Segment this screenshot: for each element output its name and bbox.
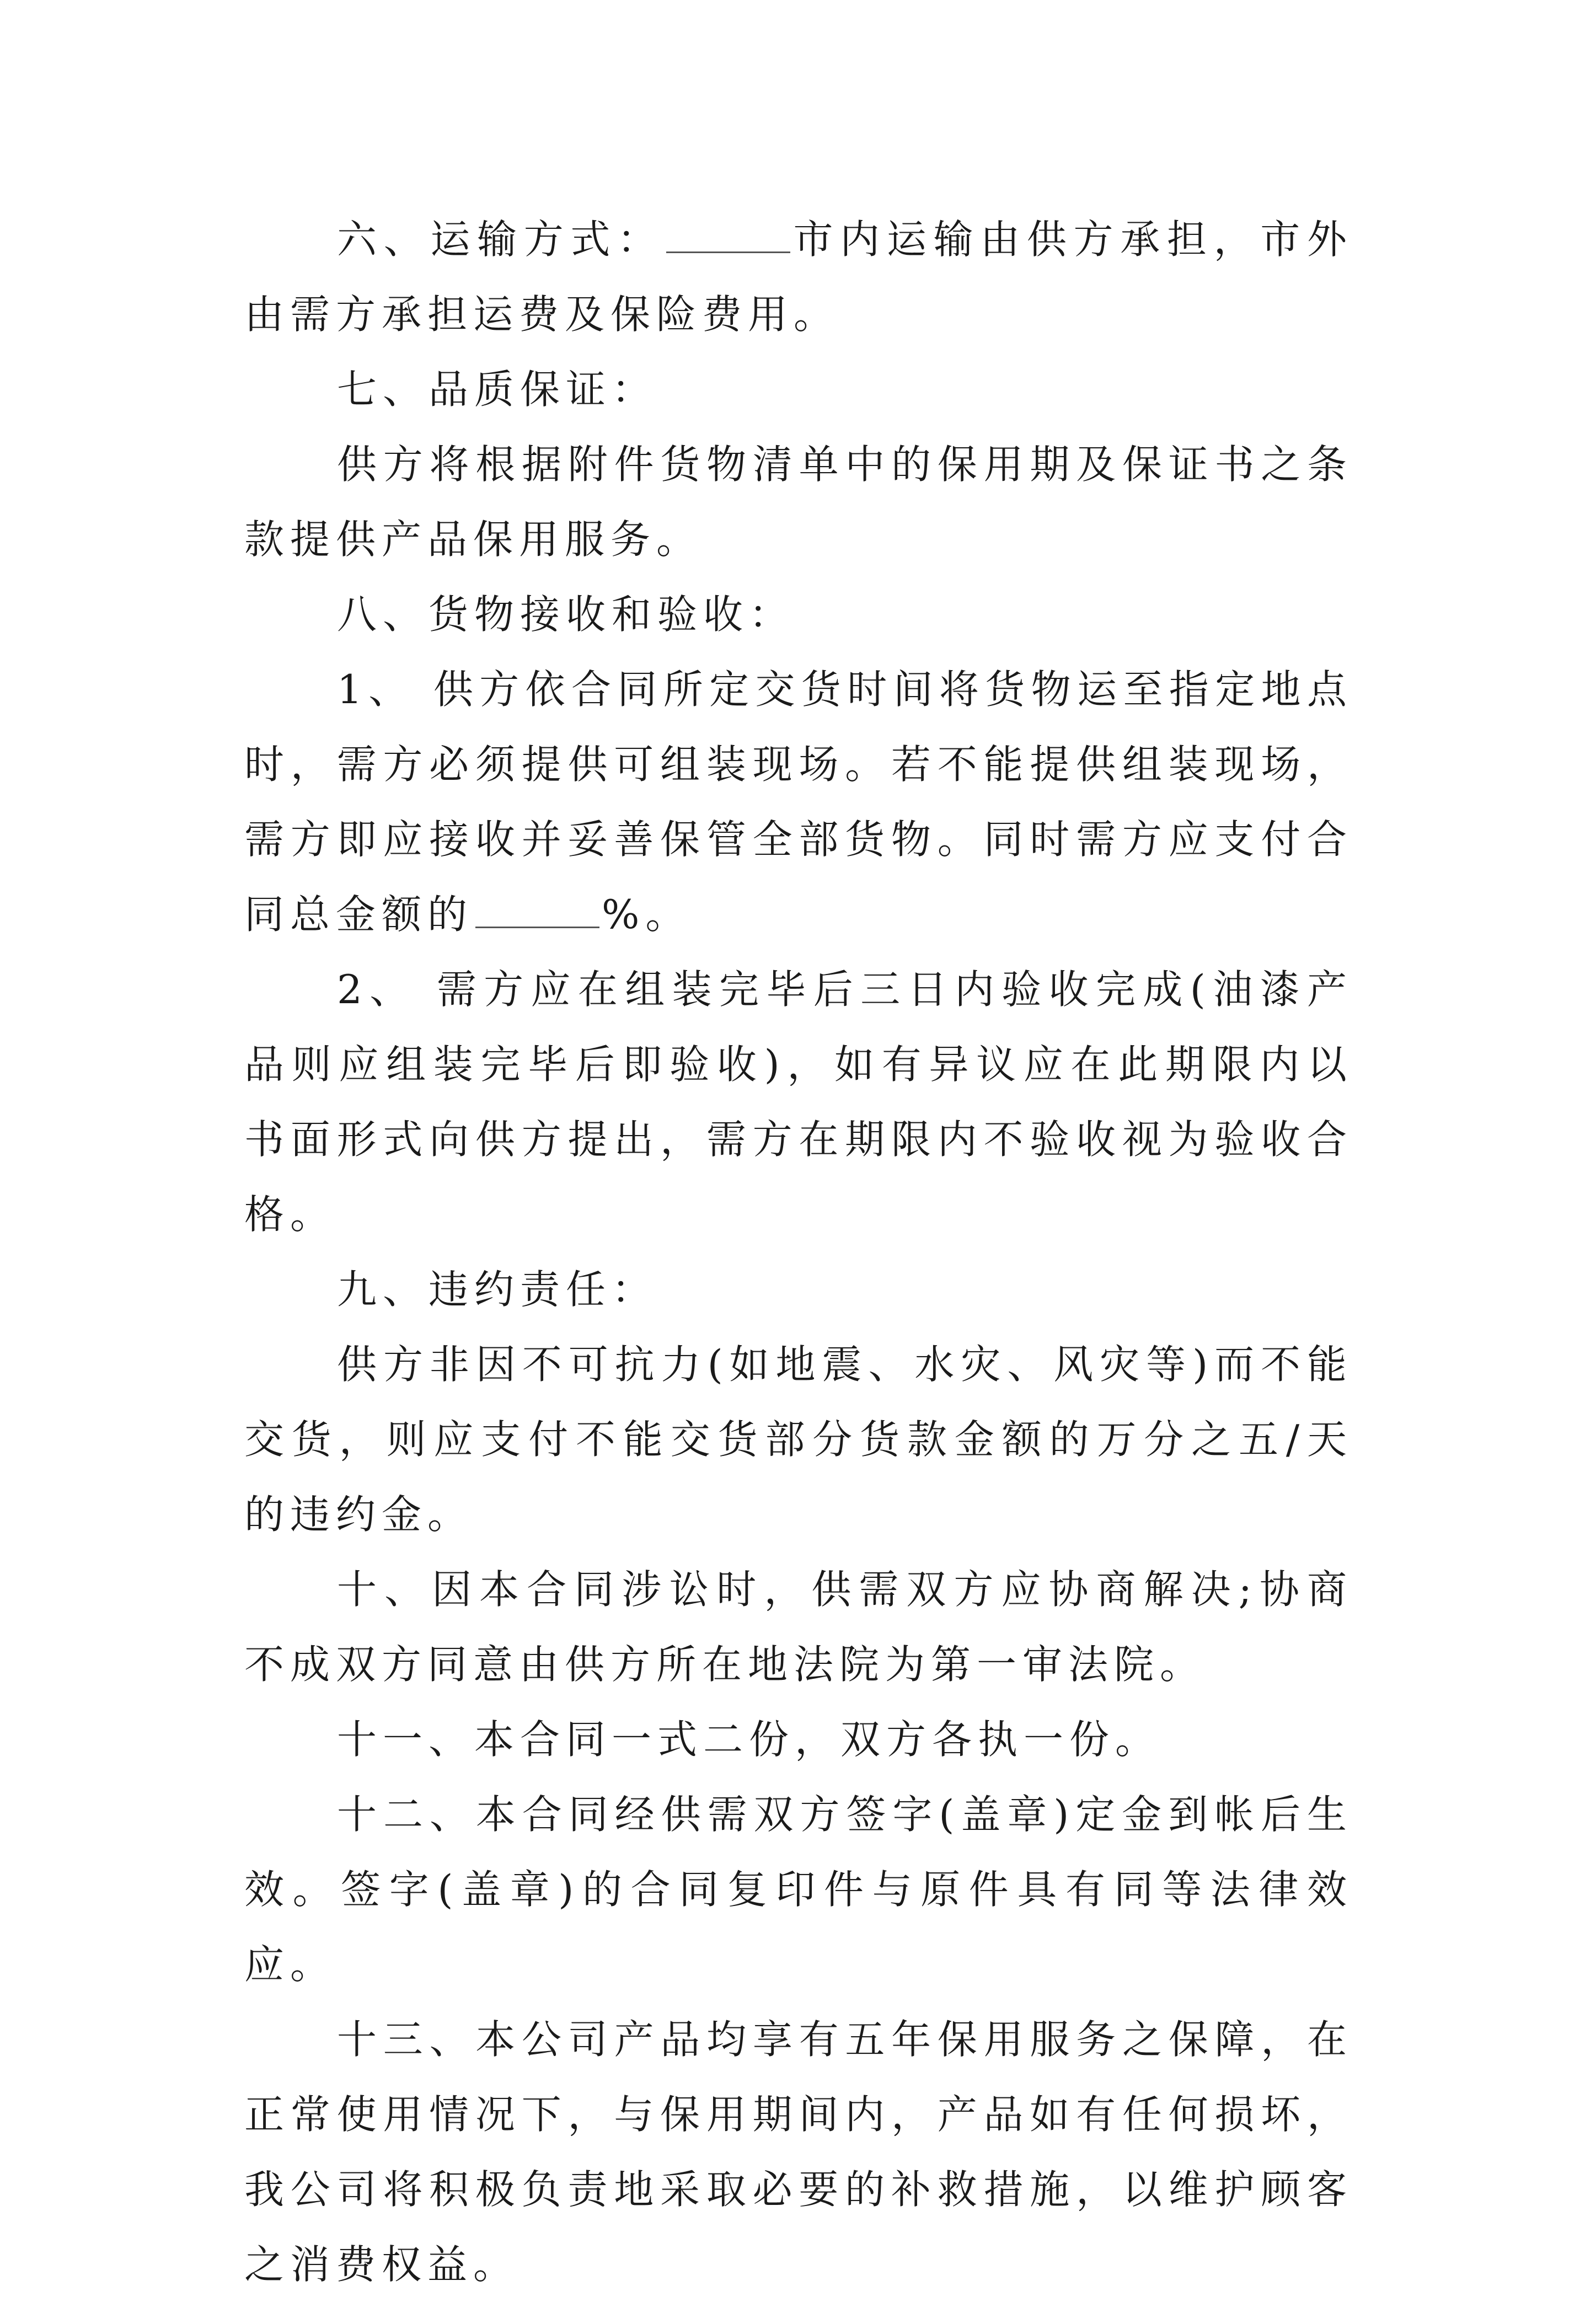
percentage-blank-field xyxy=(475,893,599,928)
clause-9-body: 供方非因不可抗力(如地震、水灾、风灾等)而不能交货，则应支付不能交货部分货款金额的万分之五/天的违约金。 xyxy=(244,1341,1353,1538)
clause-7-heading: 七、品质保证： xyxy=(337,366,658,413)
clause-10: 十、因本合同涉讼时，供需双方应协商解决;协商不成双方同意由供方所在地法院为第一审法院。 xyxy=(244,1566,1353,1688)
contract-body xyxy=(244,202,1353,2302)
clause-6-lead: 六、运输方式： xyxy=(337,216,664,263)
clause-7-body: 供方将根据附件货物清单中的保用期及保证书之条款提供产品保用服务。 xyxy=(244,441,1353,563)
clause-6-rest: 市内运输由供方承担，市外由需方承担运费及保险费用。 xyxy=(244,216,1353,338)
transport-blank-field xyxy=(666,218,790,253)
clause-9-heading: 九、违约责任： xyxy=(337,1266,658,1313)
clause-8-item-1-rest: %。 xyxy=(602,891,692,938)
clause-13: 十三、本公司产品均享有五年保用服务之保障，在正常使用情况下，与保用期间内，产品如有任何损坏，我公司将积极负责地采取必要的补救措施，以维护顾客之消费权益。 xyxy=(244,2016,1353,2288)
clause-12: 十二、本合同经供需双方签字(盖章)定金到帐后生效。签字(盖章)的合同复印件与原件具有同等法律效应。 xyxy=(244,1791,1353,1988)
clause-8-item-1-lead: 1、 供方依合同所定交货时间将货物运至指定地点时，需方必须提供可组装现场。若不能提供组装现场，需方即应接收并妥善保管全部货物。同时需方应支付合同总金额的 xyxy=(244,666,1353,938)
clause-8-item-2: 2、 需方应在组装完毕后三日内验收完成(油漆产品则应组装完毕后即验收)，如有异议应在此期限内以书面形式向供方提出，需方在期限内不验收视为验收合格。 xyxy=(244,966,1353,1238)
clause-8-heading: 八、货物接收和验收： xyxy=(337,591,795,638)
clause-11: 十一、本合同一式二份，双方各执一份。 xyxy=(337,1716,1161,1763)
clause-6-transport xyxy=(244,202,1353,352)
clause-8-item-1 xyxy=(244,652,1353,952)
